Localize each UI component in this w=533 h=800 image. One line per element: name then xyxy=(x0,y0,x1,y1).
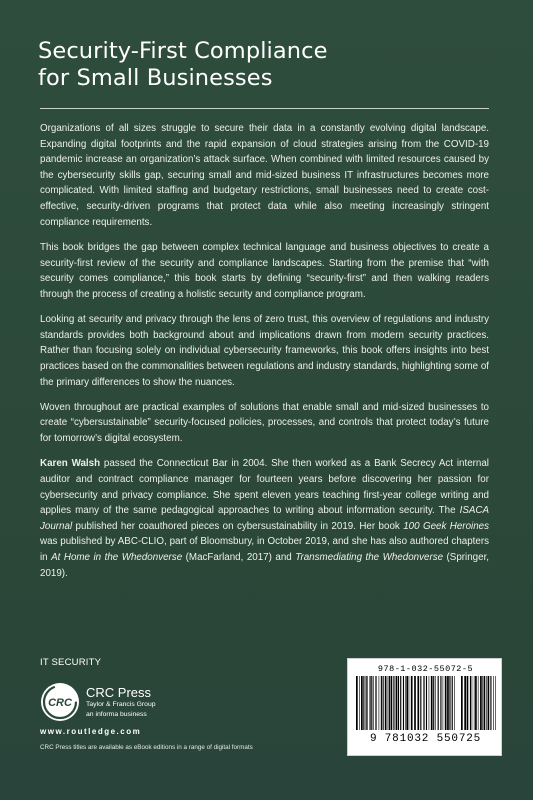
barcode-bar xyxy=(431,676,433,730)
barcode-bar xyxy=(429,676,430,730)
blurb-paragraph-4: Woven throughout are practical examples of solutions that enable small and mid-sized businesses to create “cybersustainable” security-focused policies, processes, and controls that protect today’s future for tomorrow’s digital ecosystem. xyxy=(40,401,489,445)
barcode-bar xyxy=(370,676,371,730)
barcode-bar xyxy=(363,676,364,730)
barcode-bar xyxy=(411,676,413,730)
barcode-bar xyxy=(470,676,471,730)
isbn-barcode xyxy=(347,658,502,756)
barcode-bar xyxy=(376,676,377,730)
barcode-bar xyxy=(454,676,455,730)
title-line-2: for Small Businesses xyxy=(38,65,273,91)
barcode-bar xyxy=(373,676,374,730)
barcode-bar xyxy=(490,676,491,730)
crc-logo-text: CRC xyxy=(48,697,72,709)
isbn-left-group: 781032 xyxy=(384,733,430,745)
bio-book-2: At Home in the Whedonverse xyxy=(51,552,183,564)
blurb xyxy=(40,121,489,591)
barcode-bar xyxy=(443,676,444,730)
publisher-group: Taylor & Francis Group xyxy=(86,701,156,708)
blurb-paragraph-1: Organizations of all sizes struggle to secure their data in a constantly evolving digital landscape. Expanding digital footprints and the rapid expansion of cloud strategies arising from the COVID-19 pandemic increase an organization’s attack surface. When combined with limited resources caused by the cybersecurity skills gap, securing small and mid-sized business IT infrastructures becomes more complicated. With limited staffing and budgetary restrictions, small businesses need to create cost-effective, security-driven programs that protect data while also meeting increasingly stringent compliance requirements. xyxy=(40,123,489,228)
barcode-bar xyxy=(493,676,494,730)
author-bio xyxy=(40,456,489,581)
barcode-bar xyxy=(414,676,416,730)
barcode-bar xyxy=(383,676,384,730)
barcode-bar xyxy=(474,676,475,730)
barcode-bar xyxy=(405,676,406,730)
barcode-bar xyxy=(449,676,450,730)
blurb-paragraph-2: This book bridges the gap between complex technical language and business objectives to create a security-first review of the security and compliance landscapes. Starting from the premise that “with security comes compliance,” this book starts by defining “security-first” and then walking readers through the process of creating a holistic security and compliance program. xyxy=(40,241,489,300)
title-divider xyxy=(40,108,489,109)
barcode-bar xyxy=(398,676,399,730)
barcode-bar xyxy=(478,676,479,730)
category-label: IT SECURITY xyxy=(40,657,102,668)
barcode-addon-bars-icon xyxy=(461,676,497,730)
barcode-bar xyxy=(426,676,427,730)
title-line-1: Security-First Compliance xyxy=(38,38,328,64)
publisher-url[interactable]: www.routledge.com xyxy=(40,727,142,736)
barcode-bar xyxy=(393,676,394,730)
barcode-bar xyxy=(356,676,358,730)
barcode-bar xyxy=(406,676,408,730)
barcode-bar xyxy=(400,676,401,730)
barcode-bar xyxy=(403,676,404,730)
bio-text-3: was published by ABC-CLIO, part of Bloomsbury, in October 2019, and she has also authored chapters in xyxy=(40,536,489,564)
bio-book-1: 100 Geek Heroines xyxy=(403,520,489,532)
barcode-bar xyxy=(475,676,477,730)
bio-text-1: passed the Connecticut Bar in 2004. She then worked as a Bank Secrecy Act internal auditor and contract compliance manager for fourteen years before discovering her passion for cybersecurity and privacy compliance. She spent eleven years teaching first-year college writing and applies many of the same pedagogical approaches to writing about information security. The xyxy=(40,458,489,517)
bio-text-5: (Springer, 2019). xyxy=(40,552,490,579)
author-name: Karen Walsh xyxy=(40,458,101,470)
barcode-bar xyxy=(367,676,368,730)
barcode-bar xyxy=(417,676,419,730)
ebook-footnote: CRC Press titles are available as eBook editions in a range of digital formats xyxy=(40,744,253,751)
barcode-bar xyxy=(464,676,466,730)
barcode-bar xyxy=(388,676,389,730)
isbn-first-digit: 9 xyxy=(369,733,378,745)
barcode-bar xyxy=(435,676,436,730)
book-title xyxy=(38,38,498,92)
barcode-bar xyxy=(375,676,376,730)
barcode-bar xyxy=(445,676,447,730)
barcode-bar xyxy=(420,676,421,730)
barcode-bar xyxy=(396,676,398,730)
bio-book-3: Transmediating the Whedonverse xyxy=(295,552,444,564)
bio-text-2: published her coauthored pieces on cybersustainability in 2019. Her book xyxy=(72,520,404,532)
barcode-bar xyxy=(391,676,393,730)
barcode-bar xyxy=(486,676,487,730)
blurb-paragraph-3: Looking at security and privacy through the lens of zero trust, this overview of regulations and industry standards provides both background about and implications drawn from modern security practices. Rather than focusing solely on individual cybersecurity frameworks, this book offers insights into best practices based on the commonalities between regulations and industry standards, highlighting some of the primary differences to show the nuances. xyxy=(40,314,489,388)
barcode-bar xyxy=(452,676,453,730)
barcode-bar xyxy=(488,676,490,730)
barcode-bar xyxy=(482,676,483,730)
barcode-bar xyxy=(484,676,486,730)
isbn-digits xyxy=(348,733,503,745)
barcode-bar xyxy=(371,676,372,730)
crc-press-logo-icon xyxy=(40,682,80,722)
publisher-parent: an informa business xyxy=(86,711,147,718)
barcode-bar xyxy=(495,676,496,730)
barcode-bar xyxy=(447,676,449,730)
barcode-bar xyxy=(438,676,439,730)
bio-text-4: (MacFarland, 2017) and xyxy=(182,552,296,564)
barcode-bar xyxy=(385,676,387,730)
isbn-right-group: 550725 xyxy=(436,733,482,745)
bio-journal: ISACA Journal xyxy=(40,505,489,532)
barcode-bar xyxy=(461,676,463,730)
barcode-bar xyxy=(366,676,367,730)
barcode-bar xyxy=(467,676,469,730)
barcode-bar xyxy=(409,676,410,730)
barcode-bars-icon xyxy=(356,676,456,730)
barcode-bar xyxy=(389,676,390,730)
isbn-label: 978-1-032-55072-5 xyxy=(377,664,474,674)
barcode-bar xyxy=(433,676,434,730)
barcode-bar xyxy=(480,676,482,730)
publisher-name: CRC Press xyxy=(86,685,152,700)
barcode-bar xyxy=(440,676,441,730)
barcode-bar xyxy=(424,676,425,730)
barcode-bar xyxy=(361,676,363,730)
barcode-bar xyxy=(381,676,382,730)
barcode-bar xyxy=(359,676,360,730)
barcode-bar xyxy=(379,676,380,730)
barcode-bar xyxy=(423,676,424,730)
barcode-bar xyxy=(472,676,473,730)
